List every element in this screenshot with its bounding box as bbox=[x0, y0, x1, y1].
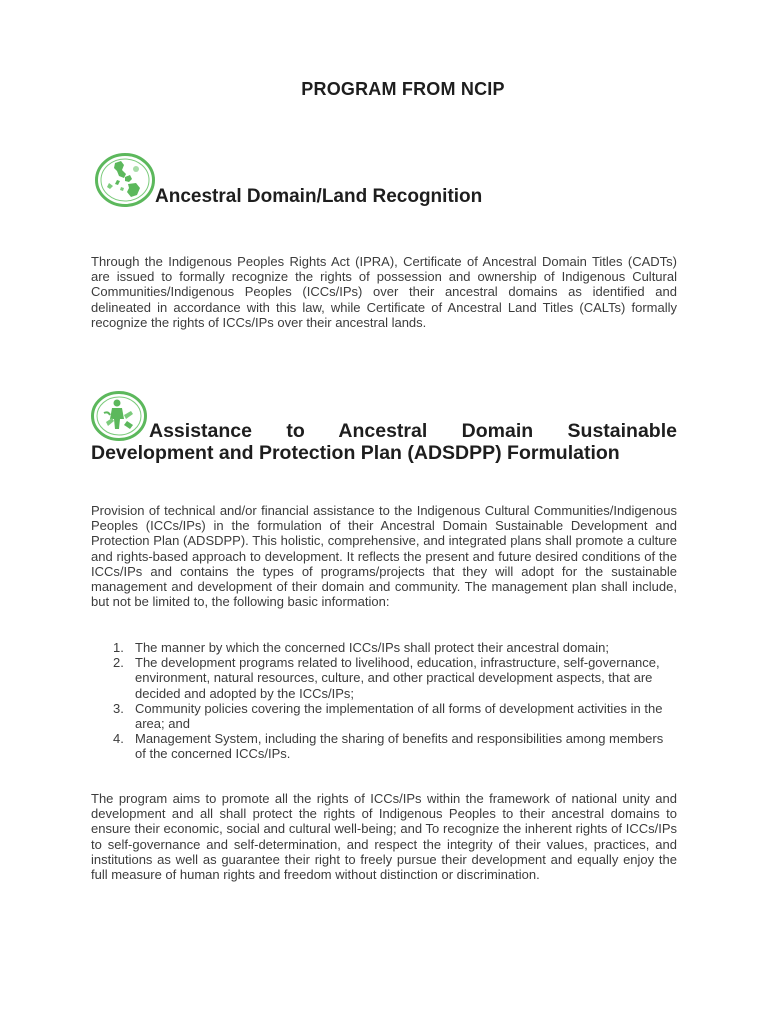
list-item-number: 1. bbox=[113, 640, 124, 655]
list-item-text: Management System, including the sharing of benefits and responsibilities among members of the concerned ICCs/IPs. bbox=[135, 731, 664, 762]
philippines-map-icon bbox=[95, 153, 155, 207]
section-heading-adsdpp-text: Assistance to Ancestral Domain Sustainable Development and Protection Plan (ADSDPP) Formulation bbox=[91, 420, 677, 464]
list-item-text: Community policies covering the implementation of all forms of development activities in the area; and bbox=[135, 700, 663, 732]
list-item bbox=[110, 655, 670, 701]
section-body-adsdpp: Provision of technical and/or financial assistance to the Indigenous Cultural Communities/Indigenous Peoples (ICCs/IPs) in the formulation of their Ancestral Domain Sustainable Development and Protection Plan (ADSDPP). This holistic, comprehensive, and integrated plans shall promote a culture and rights-based approach to development. It reflects the present and future desired conditions of the ICCs/IPs and contains the types of programs/projects that they will adopt for the sustainable management and development of their domain and community. The management plan shall include, but not be limited to, the following basic information: bbox=[91, 503, 677, 610]
section-body-ancestral-domain: Through the Indigenous Peoples Rights Act (IPRA), Certificate of Ancestral Domain Titles (CADTs) are issued to formally recognize the rights of possession and ownership of Indigenous Cultural Communities/Indigenous Peoples (ICCs/IPs) over their ancestral domains as identified and delineated in accordance with this law, while Certificate of Ancestral Land Titles (CALTs) formally recognize the rights of ICCs/IPs over their ancestral lands. bbox=[91, 254, 677, 330]
list-item bbox=[110, 640, 670, 655]
list-item bbox=[110, 701, 670, 731]
list-item bbox=[110, 731, 670, 761]
list-item-number: 2. bbox=[113, 655, 124, 671]
closing-paragraph: The program aims to promote all the rights of ICCs/IPs within the framework of national unity and development and all shall protect the rights of Indigenous Peoples to their ancestral domains to ensure their economic, social and cultural well-being; and To recognize the inherent rights of ICCs/IPs to self-governance and self-determination, and respect the integrity of their values, practices, and institutions as well as guarantee their right to freely pursue their development and equally enjoy the full measure of human rights and freedom without distinction or discrimination. bbox=[91, 791, 677, 883]
document-title: PROGRAM FROM NCIP bbox=[301, 79, 505, 99]
section-heading-adsdpp bbox=[91, 420, 677, 464]
section-heading-ancestral-domain: Ancestral Domain/Land Recognition bbox=[155, 186, 483, 207]
list-item-text: The development programs related to livelihood, education, infrastructure, self-governance, environment, natural resources, culture, and other practical development aspects, that are decided and adopted by the ICCs/IPs; bbox=[135, 655, 660, 701]
list-item-number: 3. bbox=[113, 700, 124, 716]
list-item-number: 4. bbox=[113, 731, 124, 747]
management-plan-list bbox=[110, 640, 670, 762]
list-item-text: The manner by which the concerned ICCs/IPs shall protect their ancestral domain; bbox=[135, 640, 610, 655]
